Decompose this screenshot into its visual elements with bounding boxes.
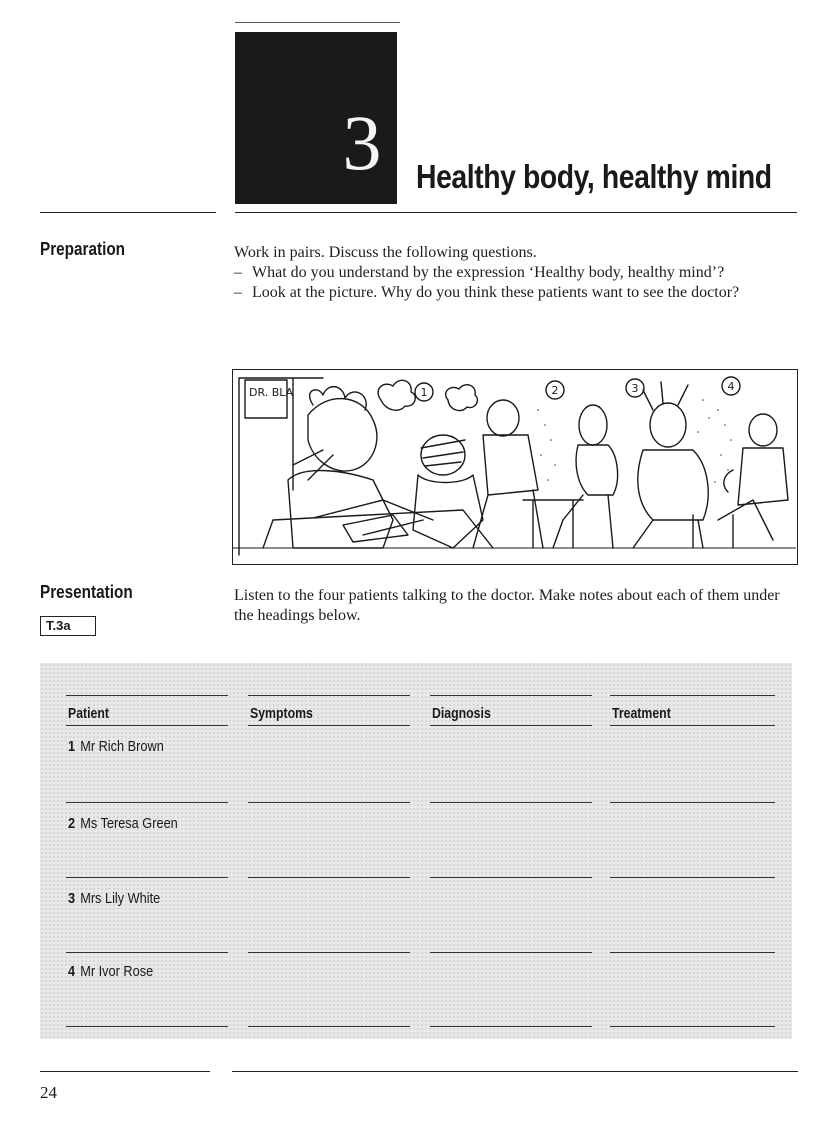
patient3-body xyxy=(638,450,708,520)
patient-number: 3 xyxy=(68,890,76,907)
doctor-head xyxy=(308,399,377,471)
patient-number: 1 xyxy=(68,738,76,755)
man-head xyxy=(487,400,519,436)
papers xyxy=(343,515,423,542)
column-header-symptoms: Symptoms xyxy=(250,705,313,722)
patient2-body xyxy=(576,445,618,495)
preparation-intro: Work in pairs. Discuss the following questions. xyxy=(234,244,537,261)
thought-bubble xyxy=(378,380,415,410)
row-rule xyxy=(248,802,410,803)
right-header-rule xyxy=(235,212,797,213)
row-rule xyxy=(248,952,410,953)
waiting-room-illustration xyxy=(232,369,798,565)
header-rule xyxy=(610,725,775,726)
patient-name: Mr Rich Brown xyxy=(80,738,164,755)
footer-left-rule xyxy=(40,1071,210,1072)
question-item xyxy=(234,263,794,283)
row-rule xyxy=(248,1026,410,1027)
chapter-number: 3 xyxy=(342,99,382,186)
patient2-head xyxy=(579,405,607,445)
column-header-treatment: Treatment xyxy=(612,705,671,722)
row-rule xyxy=(66,1026,228,1027)
dash-bullet: – xyxy=(234,264,242,281)
question-text: What do you understand by the expression ‘Healthy body, healthy mind’? xyxy=(252,264,725,281)
patient3-hair xyxy=(643,382,688,410)
row-rule xyxy=(610,802,775,803)
chapter-top-rule xyxy=(235,22,400,23)
row-rule xyxy=(66,802,228,803)
desk xyxy=(263,500,493,548)
header-rule xyxy=(430,725,592,726)
marker-1: 1 xyxy=(420,386,428,399)
footer-right-rule xyxy=(232,1071,798,1072)
row-rule xyxy=(430,1026,592,1027)
row-rule xyxy=(430,952,592,953)
chapter-title: Healthy body, healthy mind xyxy=(416,158,772,195)
patient-row-1 xyxy=(68,738,164,755)
question-item xyxy=(234,283,794,303)
row-rule xyxy=(430,802,592,803)
patient-row-4 xyxy=(68,963,153,980)
column-rule xyxy=(248,695,410,696)
row-rule xyxy=(430,877,592,878)
doctor-body xyxy=(288,471,393,548)
door-frame xyxy=(239,378,323,555)
column-rule xyxy=(66,695,228,696)
marker-4: 4 xyxy=(727,380,735,393)
patient-name: Mr Ivor Rose xyxy=(80,963,154,980)
presentation-heading: Presentation xyxy=(40,582,133,602)
column-rule xyxy=(610,695,775,696)
marker-2: 2 xyxy=(551,384,559,397)
column-header-patient: Patient xyxy=(68,705,110,722)
left-header-rule xyxy=(40,212,216,213)
row-rule xyxy=(610,952,775,953)
presentation-instructions: Listen to the four patients talking to the doctor. Make notes about each of them under the headings below. xyxy=(234,587,780,624)
patient-number: 4 xyxy=(68,963,76,980)
header-rule xyxy=(66,725,228,726)
patient1-bandage xyxy=(421,440,465,466)
preparation-text xyxy=(234,243,794,303)
patient-name: Ms Teresa Green xyxy=(80,815,178,832)
sign-text: DR. BLA xyxy=(249,386,294,399)
patient-name: Mrs Lily White xyxy=(80,890,161,907)
patient2-legs xyxy=(553,495,613,548)
row-rule xyxy=(66,952,228,953)
cartoon-drawing xyxy=(233,370,796,563)
row-rule xyxy=(610,877,775,878)
notes-table xyxy=(40,663,792,1039)
patient-number: 2 xyxy=(68,815,76,832)
header-rule xyxy=(248,725,410,726)
question-text: Look at the picture. Why do you think these patients want to see the doctor? xyxy=(252,284,740,301)
row-rule xyxy=(66,877,228,878)
patient4-body xyxy=(738,448,788,505)
patient-row-2 xyxy=(68,815,178,832)
dash-bullet: – xyxy=(234,284,242,301)
page-number: 24 xyxy=(40,1083,57,1102)
man-torso xyxy=(483,435,538,495)
column-header-diagnosis: Diagnosis xyxy=(432,705,491,722)
patient4-arms xyxy=(718,470,773,540)
row-rule xyxy=(610,1026,775,1027)
patient3-head xyxy=(650,403,686,447)
column-rule xyxy=(430,695,592,696)
marker-3: 3 xyxy=(631,382,639,395)
thought-bubble xyxy=(446,385,478,411)
patient-row-3 xyxy=(68,890,160,907)
patient4-head xyxy=(749,414,777,446)
row-rule xyxy=(248,877,410,878)
audio-track-label: T.3a xyxy=(40,616,96,636)
preparation-heading: Preparation xyxy=(40,239,126,259)
